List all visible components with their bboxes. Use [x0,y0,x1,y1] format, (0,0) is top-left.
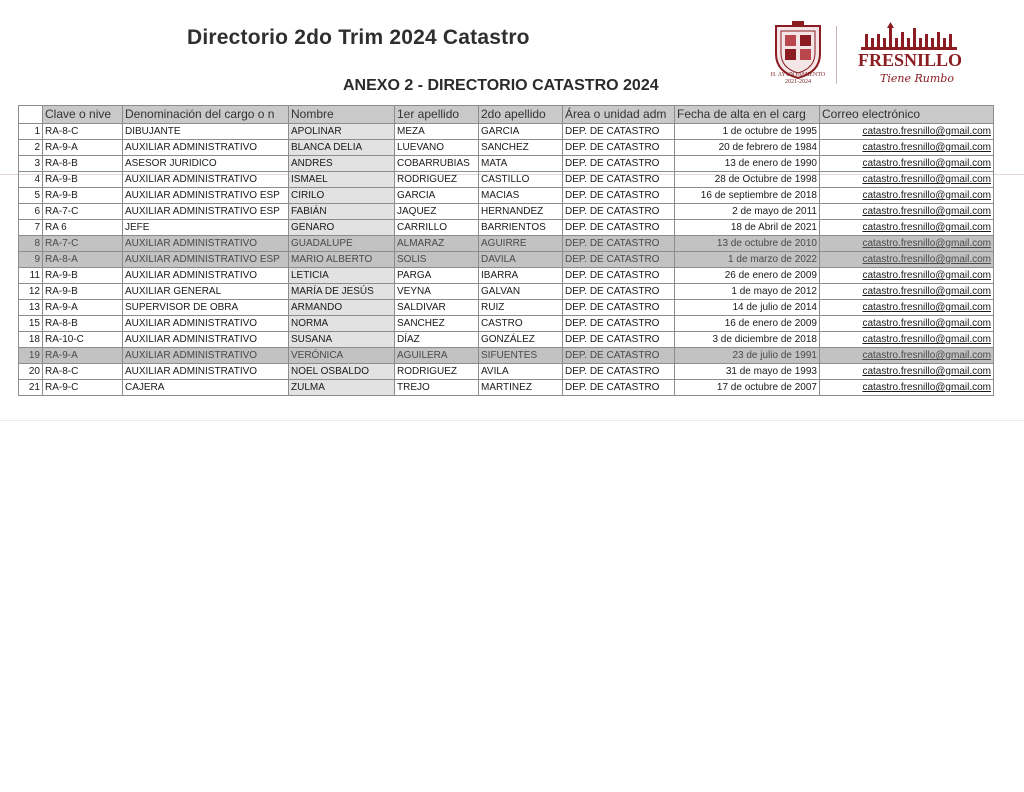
seal-caption [767,72,829,86]
apellido2-cell: AGUIRRE [479,236,563,252]
correo-cell[interactable]: catastro.fresnillo@gmail.com [820,268,994,284]
row-number: 11 [19,268,43,284]
cargo-cell: AUXILIAR ADMINISTRATIVO [123,332,289,348]
cargo-cell: AUXILIAR ADMINISTRATIVO [123,316,289,332]
fecha-cell: 3 de diciembre de 2018 [675,332,820,348]
apellido2-cell: AVILA [479,364,563,380]
table-row [19,380,994,396]
col-header-correo: Correo electrónico [820,106,994,124]
cargo-cell: AUXILIAR ADMINISTRATIVO [123,364,289,380]
area-cell: DEP. DE CATASTRO [563,332,675,348]
col-header-cargo: Denominación del cargo o n [123,106,289,124]
nombre-cell: GENARO [289,220,395,236]
row-number: 19 [19,348,43,364]
cargo-cell: ASESOR JURIDICO [123,156,289,172]
area-cell: DEP. DE CATASTRO [563,268,675,284]
area-cell: DEP. DE CATASTRO [563,188,675,204]
fecha-cell: 17 de octubre de 2007 [675,380,820,396]
cargo-cell: AUXILIAR ADMINISTRATIVO [123,236,289,252]
seal-caption-line2: 2021-2024 [785,79,811,85]
row-number: 3 [19,156,43,172]
area-cell: DEP. DE CATASTRO [563,204,675,220]
cargo-cell: AUXILIAR ADMINISTRATIVO ESP [123,252,289,268]
nombre-cell: CIRILO [289,188,395,204]
fecha-cell: 26 de enero de 2009 [675,268,820,284]
apellido1-cell: ALMARAZ [395,236,479,252]
table-row [19,156,994,172]
nombre-cell: GUADALUPE [289,236,395,252]
clave-cell: RA-9-A [43,348,123,364]
apellido1-cell: SANCHEZ [395,316,479,332]
fecha-cell: 16 de septiembre de 2018 [675,188,820,204]
apellido2-cell: MARTINEZ [479,380,563,396]
fecha-cell: 13 de octubre de 2010 [675,236,820,252]
annex-subtitle: ANEXO 2 - DIRECTORIO CATASTRO 2024 [343,77,659,94]
table-row [19,236,994,252]
fecha-cell: 13 de enero de 1990 [675,156,820,172]
nombre-cell: BLANCA DELIA [289,140,395,156]
area-cell: DEP. DE CATASTRO [563,140,675,156]
scan-line [0,420,1024,421]
nombre-cell: VERÓNICA [289,348,395,364]
fecha-cell: 1 de mayo de 2012 [675,284,820,300]
fecha-cell: 20 de febrero de 1984 [675,140,820,156]
cargo-cell: AUXILIAR GENERAL [123,284,289,300]
correo-cell[interactable]: catastro.fresnillo@gmail.com [820,172,994,188]
cargo-cell: AUXILIAR ADMINISTRATIVO ESP [123,188,289,204]
correo-cell[interactable]: catastro.fresnillo@gmail.com [820,380,994,396]
col-header-area: Área o unidad adm [563,106,675,124]
clave-cell: RA-9-C [43,380,123,396]
nombre-cell: ISMAEL [289,172,395,188]
area-cell: DEP. DE CATASTRO [563,364,675,380]
fecha-cell: 14 de julio de 2014 [675,300,820,316]
clave-cell: RA-8-A [43,252,123,268]
clave-cell: RA-7-C [43,204,123,220]
document-title: Directorio 2do Trim 2024 Catastro [187,26,530,49]
area-cell: DEP. DE CATASTRO [563,236,675,252]
row-number: 7 [19,220,43,236]
cargo-cell: JEFE [123,220,289,236]
area-cell: DEP. DE CATASTRO [563,348,675,364]
brand-name: FRESNILLO [857,50,963,70]
cargo-cell: AUXILIAR ADMINISTRATIVO [123,348,289,364]
apellido2-cell: BARRIENTOS [479,220,563,236]
correo-cell[interactable]: catastro.fresnillo@gmail.com [820,236,994,252]
correo-cell[interactable]: catastro.fresnillo@gmail.com [820,220,994,236]
clave-cell: RA-8-B [43,316,123,332]
table-row [19,300,994,316]
table-row [19,188,994,204]
fecha-cell: 28 de Octubre de 1998 [675,172,820,188]
area-cell: DEP. DE CATASTRO [563,172,675,188]
area-cell: DEP. DE CATASTRO [563,156,675,172]
row-number: 8 [19,236,43,252]
col-header-nombre: Nombre [289,106,395,124]
clave-cell: RA-9-A [43,300,123,316]
row-number: 20 [19,364,43,380]
cargo-cell: AUXILIAR ADMINISTRATIVO [123,268,289,284]
fecha-cell: 2 de mayo de 2011 [675,204,820,220]
col-header-index [19,106,43,124]
apellido2-cell: GALVAN [479,284,563,300]
apellido1-cell: MEZA [395,124,479,140]
correo-cell[interactable]: catastro.fresnillo@gmail.com [820,252,994,268]
apellido2-cell: SANCHEZ [479,140,563,156]
apellido1-cell: RODRIGUEZ [395,172,479,188]
col-header-apellido2: 2do apellido [479,106,563,124]
correo-cell[interactable]: catastro.fresnillo@gmail.com [820,204,994,220]
row-number: 18 [19,332,43,348]
cargo-cell: CAJERA [123,380,289,396]
apellido1-cell: AGUILERA [395,348,479,364]
cargo-cell: DIBUJANTE [123,124,289,140]
apellido2-cell: HERNANDEZ [479,204,563,220]
logo-divider [836,26,837,84]
apellido1-cell: SOLIS [395,252,479,268]
row-number: 4 [19,172,43,188]
nombre-cell: ZULMA [289,380,395,396]
clave-cell: RA-8-B [43,156,123,172]
area-cell: DEP. DE CATASTRO [563,124,675,140]
table-row [19,220,994,236]
nombre-cell: LETICIA [289,268,395,284]
clave-cell: RA-9-B [43,268,123,284]
fecha-cell: 1 de octubre de 1995 [675,124,820,140]
table-header-row [19,106,994,124]
row-number: 21 [19,380,43,396]
col-header-fecha: Fecha de alta en el carg [675,106,820,124]
clave-cell: RA-10-C [43,332,123,348]
apellido1-cell: SALDIVAR [395,300,479,316]
cargo-cell: AUXILIAR ADMINISTRATIVO [123,172,289,188]
fecha-cell: 18 de Abril de 2021 [675,220,820,236]
apellido1-cell: TREJO [395,380,479,396]
table-row [19,348,994,364]
apellido1-cell: PARGA [395,268,479,284]
table-row [19,140,994,156]
area-cell: DEP. DE CATASTRO [563,300,675,316]
table-row [19,284,994,300]
nombre-cell: FABIÁN [289,204,395,220]
table-row [19,252,994,268]
clave-cell: RA 6 [43,220,123,236]
apellido1-cell: LUEVANO [395,140,479,156]
correo-cell[interactable]: catastro.fresnillo@gmail.com [820,332,994,348]
clave-cell: RA-9-B [43,188,123,204]
correo-cell[interactable]: catastro.fresnillo@gmail.com [820,364,994,380]
clave-cell: RA-9-A [43,140,123,156]
apellido1-cell: RODRIGUEZ [395,364,479,380]
apellido2-cell: IBARRA [479,268,563,284]
clave-cell: RA-8-C [43,124,123,140]
row-number: 2 [19,140,43,156]
clave-cell: RA-9-B [43,172,123,188]
clave-cell: RA-7-C [43,236,123,252]
fecha-cell: 16 de enero de 2009 [675,316,820,332]
clave-cell: RA-8-C [43,364,123,380]
table-row [19,316,994,332]
fecha-cell: 1 de marzo de 2022 [675,252,820,268]
nombre-cell: MARIO ALBERTO [289,252,395,268]
seal-caption-line1: H. AYUNTAMIENTO [770,72,826,78]
table-row [19,364,994,380]
nombre-cell: NOEL OSBALDO [289,364,395,380]
table-row [19,332,994,348]
fecha-cell: 31 de mayo de 1993 [675,364,820,380]
apellido2-cell: CASTILLO [479,172,563,188]
table-row [19,172,994,188]
municipal-seal-logo [770,20,826,80]
area-cell: DEP. DE CATASTRO [563,220,675,236]
nombre-cell: NORMA [289,316,395,332]
cargo-cell: AUXILIAR ADMINISTRATIVO [123,140,289,156]
nombre-cell: MARÍA DE JESÚS [289,284,395,300]
apellido2-cell: MATA [479,156,563,172]
apellido2-cell: SIFUENTES [479,348,563,364]
correo-cell[interactable]: catastro.fresnillo@gmail.com [820,300,994,316]
nombre-cell: ARMANDO [289,300,395,316]
cargo-cell: SUPERVISOR DE OBRA [123,300,289,316]
col-header-clave: Clave o nive [43,106,123,124]
row-number: 9 [19,252,43,268]
clave-cell: RA-9-B [43,284,123,300]
nombre-cell: ANDRES [289,156,395,172]
brand-tagline: Tiene Rumbo [880,72,954,85]
row-number: 13 [19,300,43,316]
col-header-apellido1: 1er apellido [395,106,479,124]
apellido2-cell: DAVILA [479,252,563,268]
row-number: 12 [19,284,43,300]
apellido1-cell: COBARRUBIAS [395,156,479,172]
row-number: 1 [19,124,43,140]
correo-cell[interactable]: catastro.fresnillo@gmail.com [820,316,994,332]
nombre-cell: SUSANA [289,332,395,348]
apellido1-cell: CARRILLO [395,220,479,236]
area-cell: DEP. DE CATASTRO [563,316,675,332]
cargo-cell: AUXILIAR ADMINISTRATIVO ESP [123,204,289,220]
row-number: 6 [19,204,43,220]
apellido1-cell: JAQUEZ [395,204,479,220]
apellido1-cell: DÍAZ [395,332,479,348]
row-number: 5 [19,188,43,204]
correo-cell[interactable]: catastro.fresnillo@gmail.com [820,188,994,204]
fresnillo-logo [845,22,975,88]
apellido2-cell: GONZÁLEZ [479,332,563,348]
row-number: 15 [19,316,43,332]
area-cell: DEP. DE CATASTRO [563,284,675,300]
fecha-cell: 23 de julio de 1991 [675,348,820,364]
correo-cell[interactable]: catastro.fresnillo@gmail.com [820,348,994,364]
apellido2-cell: GARCIA [479,124,563,140]
directory-table [18,105,994,396]
table-row [19,268,994,284]
nombre-cell: APOLINAR [289,124,395,140]
apellido2-cell: CASTRO [479,316,563,332]
table-row [19,204,994,220]
correo-cell[interactable]: catastro.fresnillo@gmail.com [820,124,994,140]
table-row [19,124,994,140]
area-cell: DEP. DE CATASTRO [563,380,675,396]
apellido2-cell: RUIZ [479,300,563,316]
apellido1-cell: GARCIA [395,188,479,204]
correo-cell[interactable]: catastro.fresnillo@gmail.com [820,284,994,300]
correo-cell[interactable]: catastro.fresnillo@gmail.com [820,140,994,156]
correo-cell[interactable]: catastro.fresnillo@gmail.com [820,156,994,172]
apellido1-cell: VEYNA [395,284,479,300]
apellido2-cell: MACIAS [479,188,563,204]
area-cell: DEP. DE CATASTRO [563,252,675,268]
